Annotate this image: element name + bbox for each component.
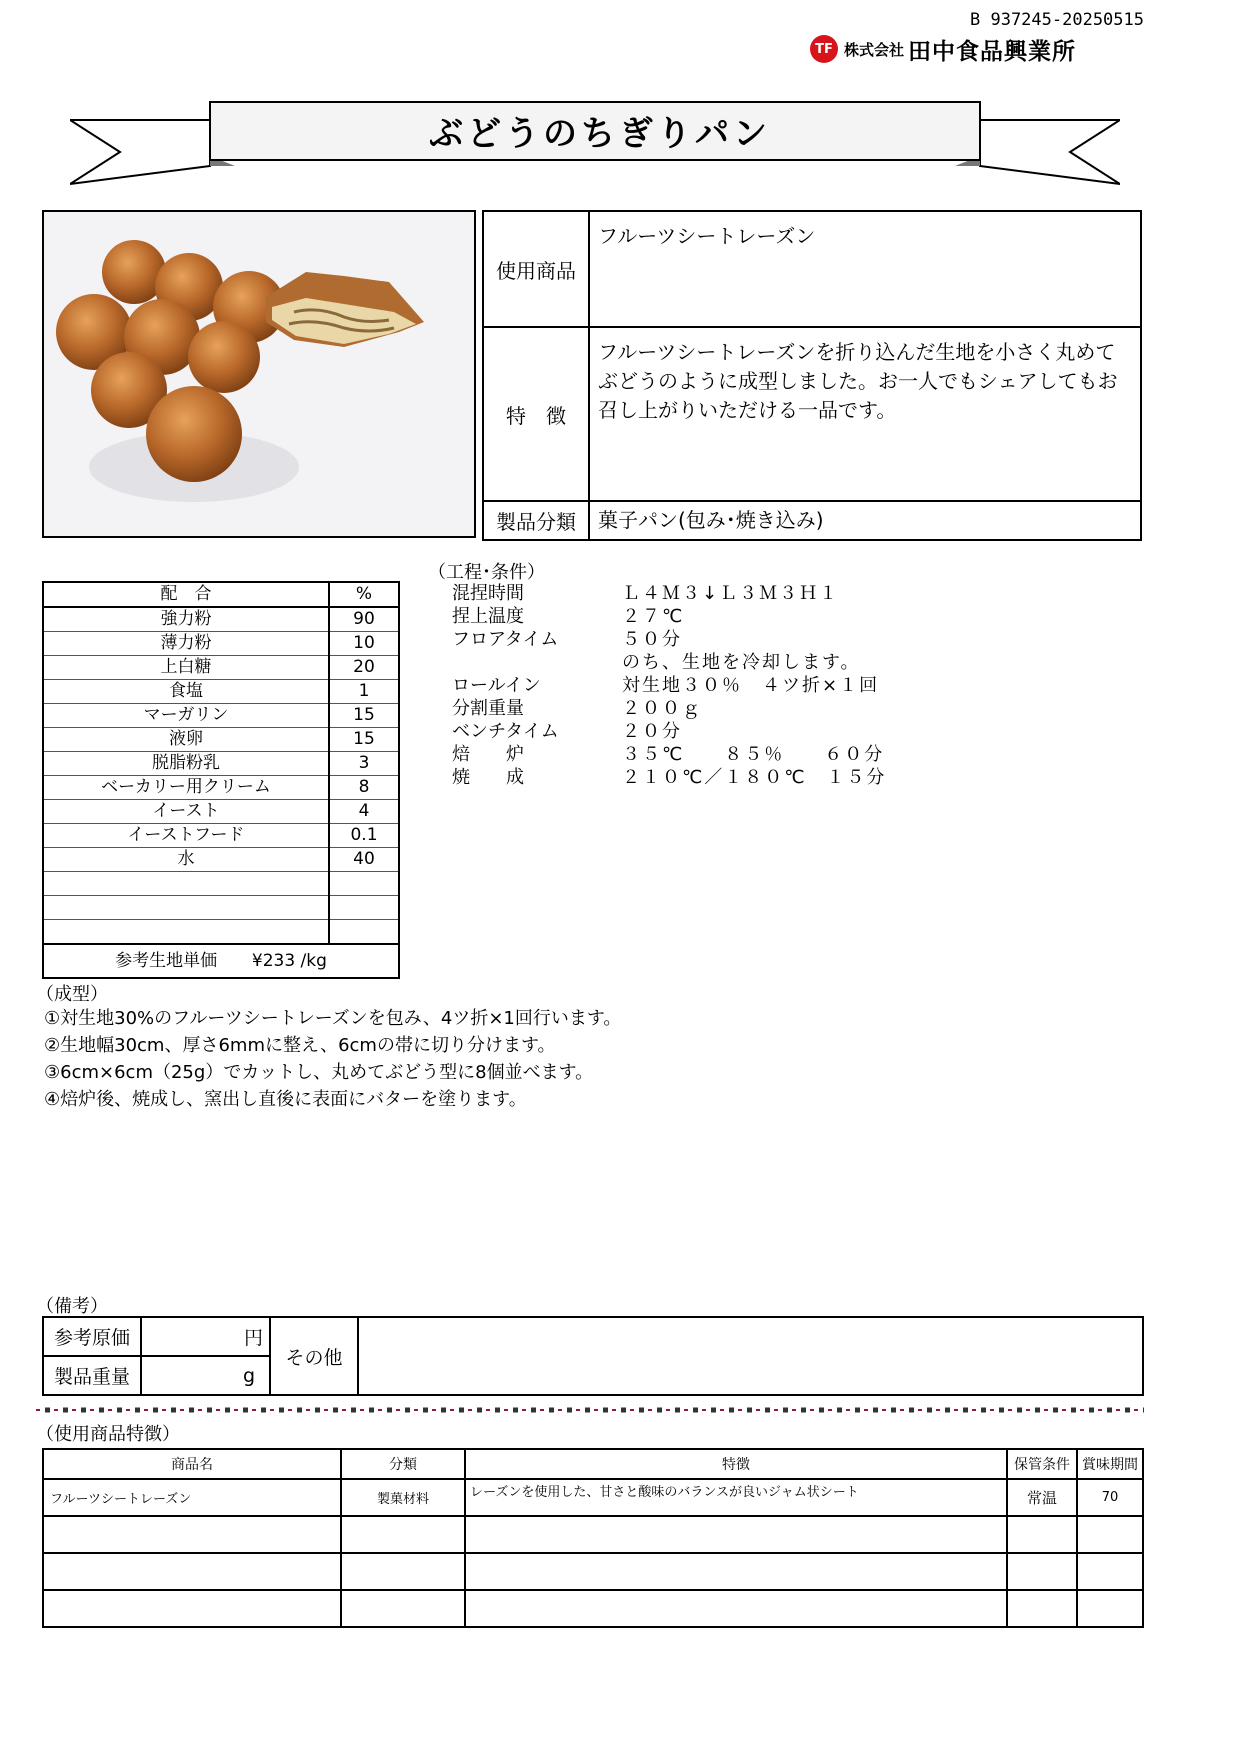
dough-price-row <box>43 944 399 978</box>
dough-price-label: 参考生地単価 <box>115 950 218 971</box>
condition-value: 対生地３０％ ４ツ折×１回 <box>622 675 880 696</box>
condition-row <box>452 582 886 605</box>
remarks-title: （備考） <box>36 1296 108 1317</box>
ingredient-pct: 15 <box>329 704 399 728</box>
shaping-step: ④焙炉後、焼成し、窯出し直後に表面にバターを塗ります。 <box>44 1089 527 1110</box>
shaping-title: （成型） <box>36 984 108 1005</box>
condition-key: 混捏時間 <box>452 583 524 604</box>
condition-key: 焼 成 <box>452 767 524 788</box>
feature-value: フルーツシートレーズンを折り込んだ生地を小さく丸めてぶどうのように成型しました。お一人でもシェアしてもお召し上がりいただける一品です。 <box>589 327 1141 501</box>
condition-key: フロアタイム <box>452 629 559 650</box>
remarks-table <box>42 1316 1144 1396</box>
col-shelf-life: 賞味期間 <box>1077 1449 1143 1479</box>
condition-value: ２００ｇ <box>622 698 702 719</box>
category-value: 菓子パン(包み･焼き込み) <box>589 501 1141 540</box>
condition-value: Ｌ４Ｍ３↓Ｌ３Ｍ３Ｈ１ <box>622 583 840 604</box>
ingredient-name: マーガリン <box>43 704 329 728</box>
dotted-divider <box>36 1405 1144 1415</box>
ingredient-pct: 4 <box>329 800 399 824</box>
conditions-title: （工程･条件） <box>428 562 545 583</box>
feature-label: 特 徴 <box>483 327 589 501</box>
product-name-cell: フルーツシートレーズン <box>43 1479 341 1516</box>
recipe-row <box>43 776 399 800</box>
ingredient-pct: 0.1 <box>329 824 399 848</box>
ingredient-name: 水 <box>43 848 329 872</box>
used-products-table <box>42 1448 1144 1628</box>
empty-row <box>43 1590 1143 1627</box>
condition-value: ２１０℃／１８０℃ １５分 <box>622 767 887 788</box>
empty-row <box>43 1516 1143 1553</box>
ingredient-name: イーストフード <box>43 824 329 848</box>
condition-key: 捏上温度 <box>452 606 524 627</box>
ingredient-pct: 15 <box>329 728 399 752</box>
condition-key: ロールイン <box>452 675 541 696</box>
used-products-title: （使用商品特徴） <box>36 1424 180 1445</box>
ingredient-name <box>43 920 329 945</box>
recipe-row <box>43 607 399 632</box>
cost-unit: 円 <box>141 1317 270 1356</box>
condition-value: のち、生地を冷却します。 <box>622 652 861 673</box>
ingredient-pct: 40 <box>329 848 399 872</box>
product-photo <box>42 210 476 538</box>
weight-label: 製品重量 <box>43 1356 141 1395</box>
company-header <box>810 34 1076 64</box>
ingredient-pct: 8 <box>329 776 399 800</box>
condition-row <box>452 605 886 628</box>
company-name: 田中食品興業所 <box>908 38 1077 65</box>
col-storage: 保管条件 <box>1007 1449 1077 1479</box>
shaping-steps <box>44 1005 621 1113</box>
condition-value: ５０分 <box>622 629 682 650</box>
recipe-row <box>43 704 399 728</box>
recipe-header-pct: % <box>329 582 399 607</box>
col-feature: 特徴 <box>465 1449 1007 1479</box>
condition-row <box>452 628 886 651</box>
cost-label: 参考原価 <box>43 1317 141 1356</box>
condition-row <box>452 651 886 674</box>
ingredient-pct: 1 <box>329 680 399 704</box>
conditions-list <box>452 582 886 789</box>
recipe-row <box>43 656 399 680</box>
recipe-row <box>43 920 399 945</box>
recipe-row <box>43 824 399 848</box>
recipe-row <box>43 680 399 704</box>
ingredient-name: イースト <box>43 800 329 824</box>
condition-value: ２０分 <box>622 721 682 742</box>
ingredient-pct: 90 <box>329 607 399 632</box>
ingredient-name: ベーカリー用クリーム <box>43 776 329 800</box>
ingredient-pct: 20 <box>329 656 399 680</box>
recipe-row <box>43 728 399 752</box>
condition-row <box>452 720 886 743</box>
recipe-row <box>43 752 399 776</box>
condition-row <box>452 766 886 789</box>
condition-key: 焙 炉 <box>452 744 524 765</box>
ingredient-name: 食塩 <box>43 680 329 704</box>
product-category-cell: 製菓材料 <box>341 1479 465 1516</box>
col-category: 分類 <box>341 1449 465 1479</box>
used-product-label: 使用商品 <box>483 211 589 327</box>
company-prefix: 株式会社 <box>844 40 905 59</box>
ingredient-name: 上白糖 <box>43 656 329 680</box>
ingredient-pct <box>329 920 399 945</box>
ingredient-pct <box>329 872 399 896</box>
empty-row <box>43 1553 1143 1590</box>
dough-price-value: ¥233 /kg <box>251 950 327 971</box>
ingredient-name: 液卵 <box>43 728 329 752</box>
ingredient-name <box>43 896 329 920</box>
ingredient-pct: 10 <box>329 632 399 656</box>
condition-key: 分割重量 <box>452 698 524 719</box>
condition-key <box>452 651 622 674</box>
recipe-header-ingredient: 配 合 <box>43 582 329 607</box>
ingredient-pct <box>329 896 399 920</box>
company-logo-icon: TF <box>810 35 838 63</box>
used-product-value: フルーツシートレーズン <box>589 211 1141 327</box>
condition-row <box>452 697 886 720</box>
ingredient-pct: 3 <box>329 752 399 776</box>
product-shelf-cell: 70 <box>1077 1479 1143 1516</box>
ingredient-name <box>43 872 329 896</box>
page-title: ぶどうのちぎりパン <box>429 114 771 154</box>
condition-value: ２７℃ <box>622 606 685 627</box>
ingredient-name: 強力粉 <box>43 607 329 632</box>
ingredient-name: 薄力粉 <box>43 632 329 656</box>
condition-row <box>452 674 886 697</box>
other-value <box>358 1317 1143 1395</box>
col-product-name: 商品名 <box>43 1449 341 1479</box>
shaping-step: ②生地幅30cm、厚さ6mmに整え、6cmの帯に切り分けます。 <box>44 1035 556 1056</box>
shaping-step: ③6cm×6cm（25g）でカットし、丸めてぶどう型に8個並べます。 <box>44 1062 594 1083</box>
shaping-step: ①対生地30%のフルーツシートレーズンを包み、4ツ折×1回行います。 <box>44 1008 622 1029</box>
recipe-row <box>43 872 399 896</box>
recipe-row <box>43 632 399 656</box>
other-label: その他 <box>270 1317 358 1395</box>
product-feature-cell: レーズンを使用した、甘さと酸味のバランスが良いジャム状シート <box>465 1479 1007 1516</box>
condition-key: ベンチタイム <box>452 721 559 742</box>
recipe-row <box>43 896 399 920</box>
ingredient-name: 脱脂粉乳 <box>43 752 329 776</box>
recipe-row <box>43 800 399 824</box>
recipe-row <box>43 848 399 872</box>
product-storage-cell: 常温 <box>1007 1479 1077 1516</box>
recipe-table <box>42 581 400 979</box>
condition-row <box>452 743 886 766</box>
category-label: 製品分類 <box>483 501 589 540</box>
document-code: B 937245-20250515 <box>970 10 1144 30</box>
product-info-table <box>482 210 1142 541</box>
weight-unit: g <box>141 1356 270 1395</box>
condition-value: ３５℃ ８５％ ６０分 <box>622 744 885 765</box>
